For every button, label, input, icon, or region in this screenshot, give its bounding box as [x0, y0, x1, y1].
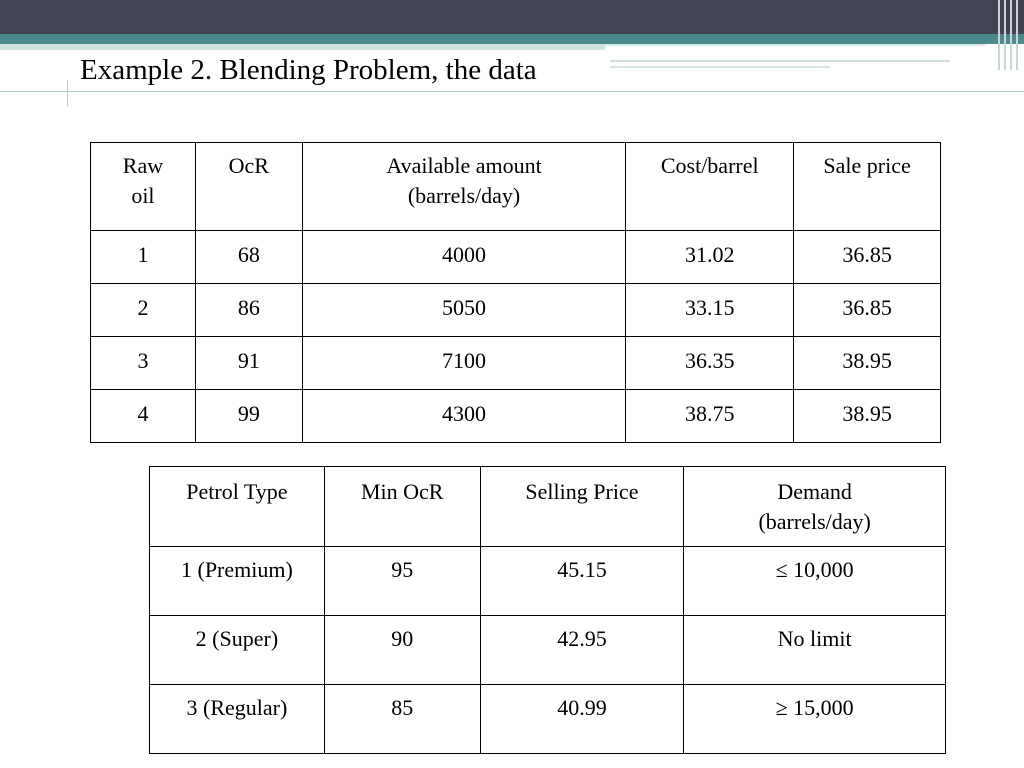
- table-cell: 3 (Regular): [150, 685, 325, 754]
- table-cell: 2 (Super): [150, 616, 325, 685]
- table-cell: ≥ 15,000: [684, 685, 946, 754]
- header-accent-line: [610, 60, 950, 62]
- table-cell: 2: [91, 284, 196, 337]
- table-cell: 99: [195, 390, 302, 443]
- header-accent-line: [605, 44, 985, 46]
- table-cell: 90: [324, 616, 480, 685]
- table-cell: 86: [195, 284, 302, 337]
- table-cell: 40.99: [480, 685, 684, 754]
- table-cell: 4: [91, 390, 196, 443]
- table-cell: 38.95: [794, 390, 941, 443]
- table-header-row: [91, 143, 941, 231]
- table-cell: 95: [324, 547, 480, 616]
- table-cell: 1 (Premium): [150, 547, 325, 616]
- header-accent-line: [610, 66, 830, 68]
- title-underline: [0, 91, 1024, 92]
- table-cell: 33.15: [626, 284, 794, 337]
- header-cell: Raw oil: [91, 143, 196, 231]
- header-bar-dark: [0, 0, 1024, 34]
- table-cell: 68: [195, 231, 302, 284]
- table-cell: 3: [91, 337, 196, 390]
- header-cell: OcR: [195, 143, 302, 231]
- header-cell: Cost/barrel: [626, 143, 794, 231]
- table-cell: 42.95: [480, 616, 684, 685]
- header-cell: Demand (barrels/day): [684, 467, 946, 547]
- table-cell: 45.15: [480, 547, 684, 616]
- header-bar-teal: [0, 34, 1024, 44]
- table-cell: No limit: [684, 616, 946, 685]
- header-cell: Selling Price: [480, 467, 684, 547]
- table-header-row: [150, 467, 946, 547]
- table-cell: ≤ 10,000: [684, 547, 946, 616]
- table-row: [91, 337, 941, 390]
- table-cell: 4300: [302, 390, 626, 443]
- header-cell: Petrol Type: [150, 467, 325, 547]
- table-cell: 36.85: [794, 284, 941, 337]
- table-cell: 4000: [302, 231, 626, 284]
- table-cell: 91: [195, 337, 302, 390]
- table-cell: 7100: [302, 337, 626, 390]
- header-cell: Available amount (barrels/day): [302, 143, 626, 231]
- table-cell: 31.02: [626, 231, 794, 284]
- table-row: [150, 616, 946, 685]
- header-accent-gap: [605, 47, 985, 55]
- table-cell: 36.85: [794, 231, 941, 284]
- table-row: [150, 547, 946, 616]
- table-row: [91, 231, 941, 284]
- table-cell: 36.35: [626, 337, 794, 390]
- table-cell: 1: [91, 231, 196, 284]
- table-cell: 38.75: [626, 390, 794, 443]
- header-cell: Min OcR: [324, 467, 480, 547]
- table-row: [91, 284, 941, 337]
- page-title: Example 2. Blending Problem, the data: [80, 54, 537, 86]
- table-cell: 38.95: [794, 337, 941, 390]
- header-stripes: [994, 0, 1024, 70]
- header-cell: Sale price: [794, 143, 941, 231]
- petrol-table: [149, 466, 946, 754]
- table-row: [150, 685, 946, 754]
- title-tick: [67, 80, 68, 106]
- raw-oil-table: [90, 142, 941, 443]
- table-cell: 5050: [302, 284, 626, 337]
- table-cell: 85: [324, 685, 480, 754]
- header-bar-light: [0, 44, 605, 50]
- table-row: [91, 390, 941, 443]
